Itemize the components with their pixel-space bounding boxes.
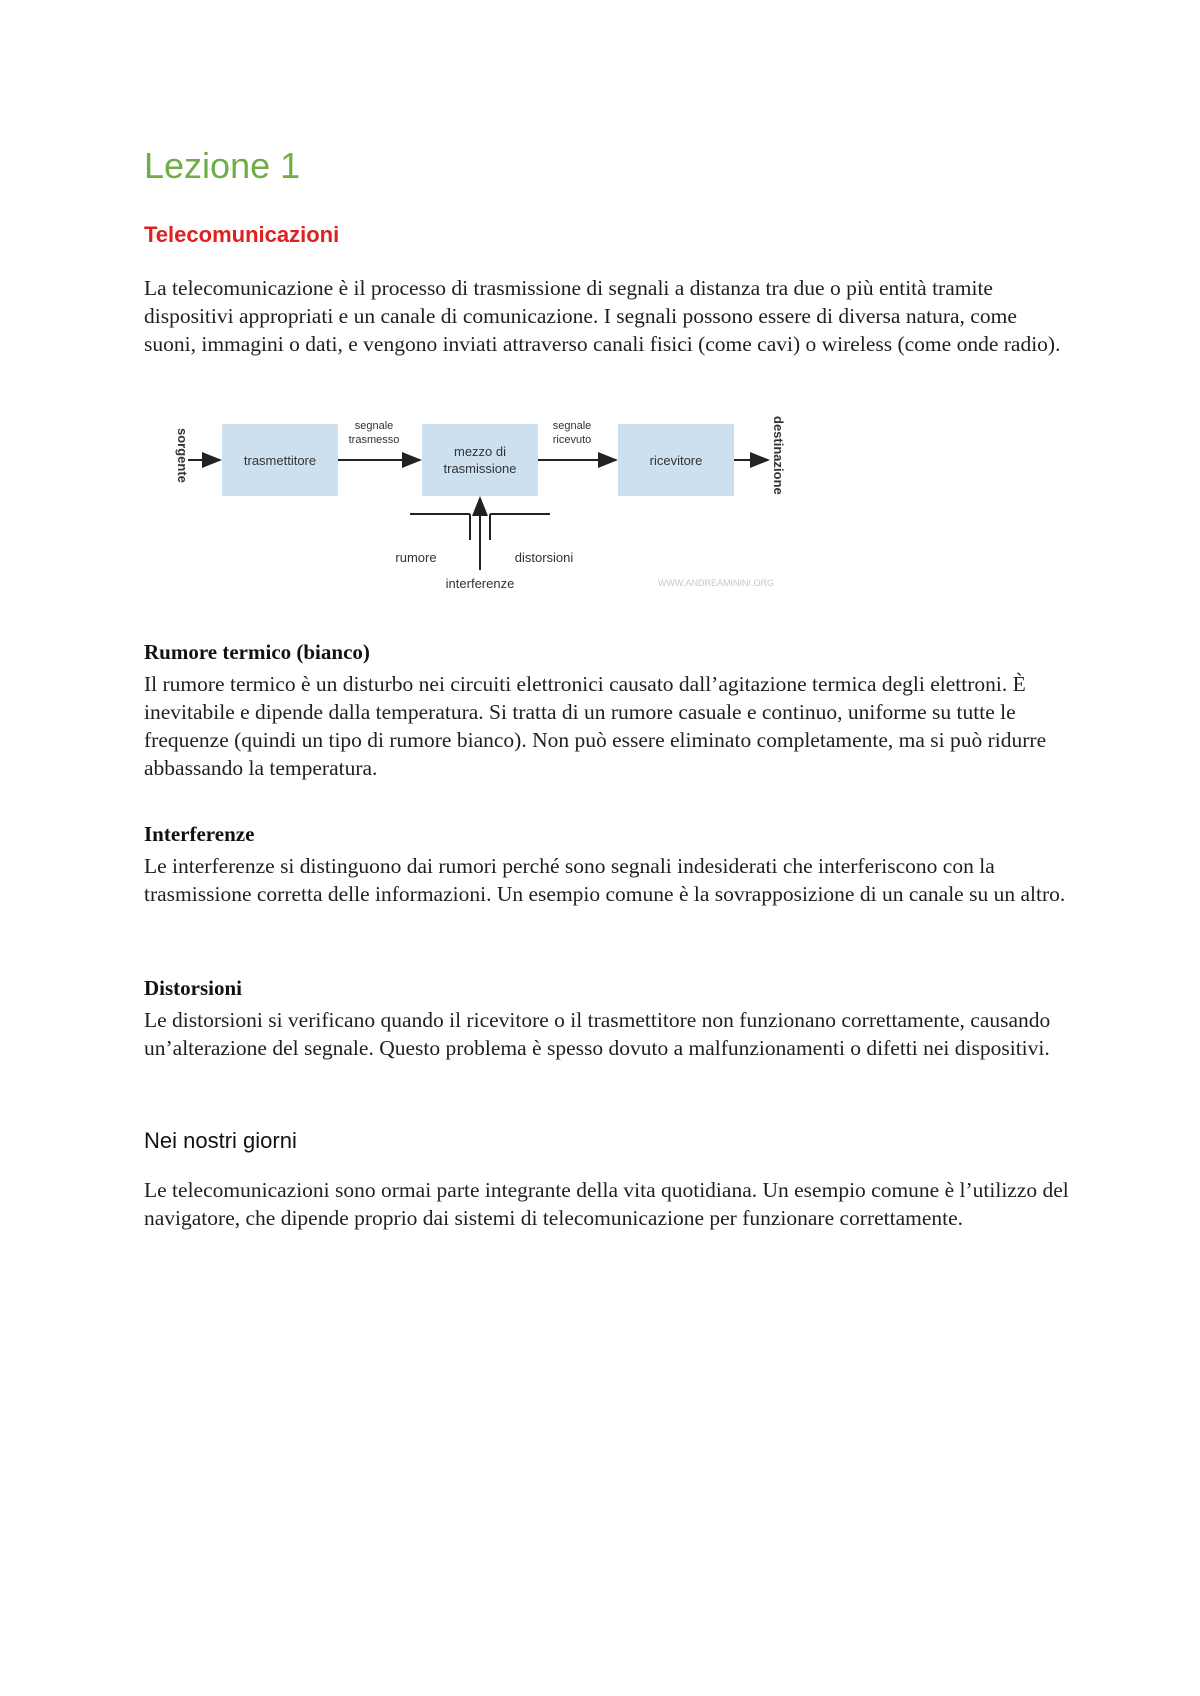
intro-paragraph: La telecomunicazione è il processo di trasmissione di segnali a distanza tra due o più entità tramite dispositivi appropriati e un canale di comunicazione. I segnali possono essere di diversa natura, come suoni, immagini o dati, e vengono inviati attraverso canali fisici (come cavi) o wireless (come onde radio). bbox=[144, 276, 1061, 356]
sent-signal-label-1: segnale bbox=[354, 420, 394, 432]
medium-box bbox=[422, 424, 538, 496]
distortions-label: distorsioni bbox=[514, 550, 574, 565]
paragraph-nowadays: Le telecomunicazioni sono ormai parte integrante della vita quotidiana. Un esempio comune è l’utilizzo del navigatore, che dipende proprio dai sistemi di telecomunicazione per funzionare correttamente. bbox=[144, 1178, 1069, 1230]
paragraph-distortions: Le distorsioni si verificano quando il ricevitore o il trasmettitore non funzionano correttamente, causando un’alterazione del segnale. Questo problema è spesso dovuto a malfunzionamenti o difetti nei dispositivi. bbox=[144, 1008, 1051, 1060]
subheading-nowadays: Nei nostri giorni bbox=[144, 1128, 297, 1153]
medium-label-1: mezzo di bbox=[453, 444, 507, 459]
paragraph-thermal-noise: Il rumore termico è un disturbo nei circuiti elettronici causato dall’agitazione termica degli elettroni. È inevitabile e dipende dalla temperatura. Si tratta di un rumore casuale e continuo, uniforme su tutte le frequenze (quindi un tipo di rumore bianco). Non può essere eliminato completamente, ma si può ridurre abbassando la temperatura. bbox=[144, 672, 1047, 780]
medium-label-2: trasmissione bbox=[443, 461, 517, 476]
received-signal-label-1: segnale bbox=[552, 420, 592, 432]
subheading-distortions: Distorsioni bbox=[144, 976, 243, 1000]
diagram-watermark: WWW.ANDREAMININI.ORG bbox=[658, 578, 774, 588]
lesson-title: Lezione 1 bbox=[144, 145, 301, 186]
communication-diagram bbox=[170, 410, 790, 600]
transmitter-label: trasmettitore bbox=[243, 453, 317, 468]
received-signal-label-2: ricevuto bbox=[552, 434, 592, 446]
destination-label: destinazione bbox=[771, 416, 786, 495]
noise-label: rumore bbox=[395, 550, 437, 565]
subheading-interference: Interferenze bbox=[144, 822, 255, 846]
paragraph-interference: Le interferenze si distinguono dai rumori perché sono segnali indesiderati che interferiscono con la trasmissione corretta delle informazioni. Un esempio comune è la sovrapposizione di un canale su un altro. bbox=[144, 854, 1066, 906]
section-heading: Telecomunicazioni bbox=[144, 222, 340, 247]
receiver-label: ricevitore bbox=[649, 453, 703, 468]
source-label: sorgente bbox=[175, 428, 190, 483]
subheading-thermal-noise: Rumore termico (bianco) bbox=[144, 640, 370, 664]
interference-label: interferenze bbox=[445, 576, 515, 591]
sent-signal-label-2: trasmesso bbox=[348, 434, 400, 446]
